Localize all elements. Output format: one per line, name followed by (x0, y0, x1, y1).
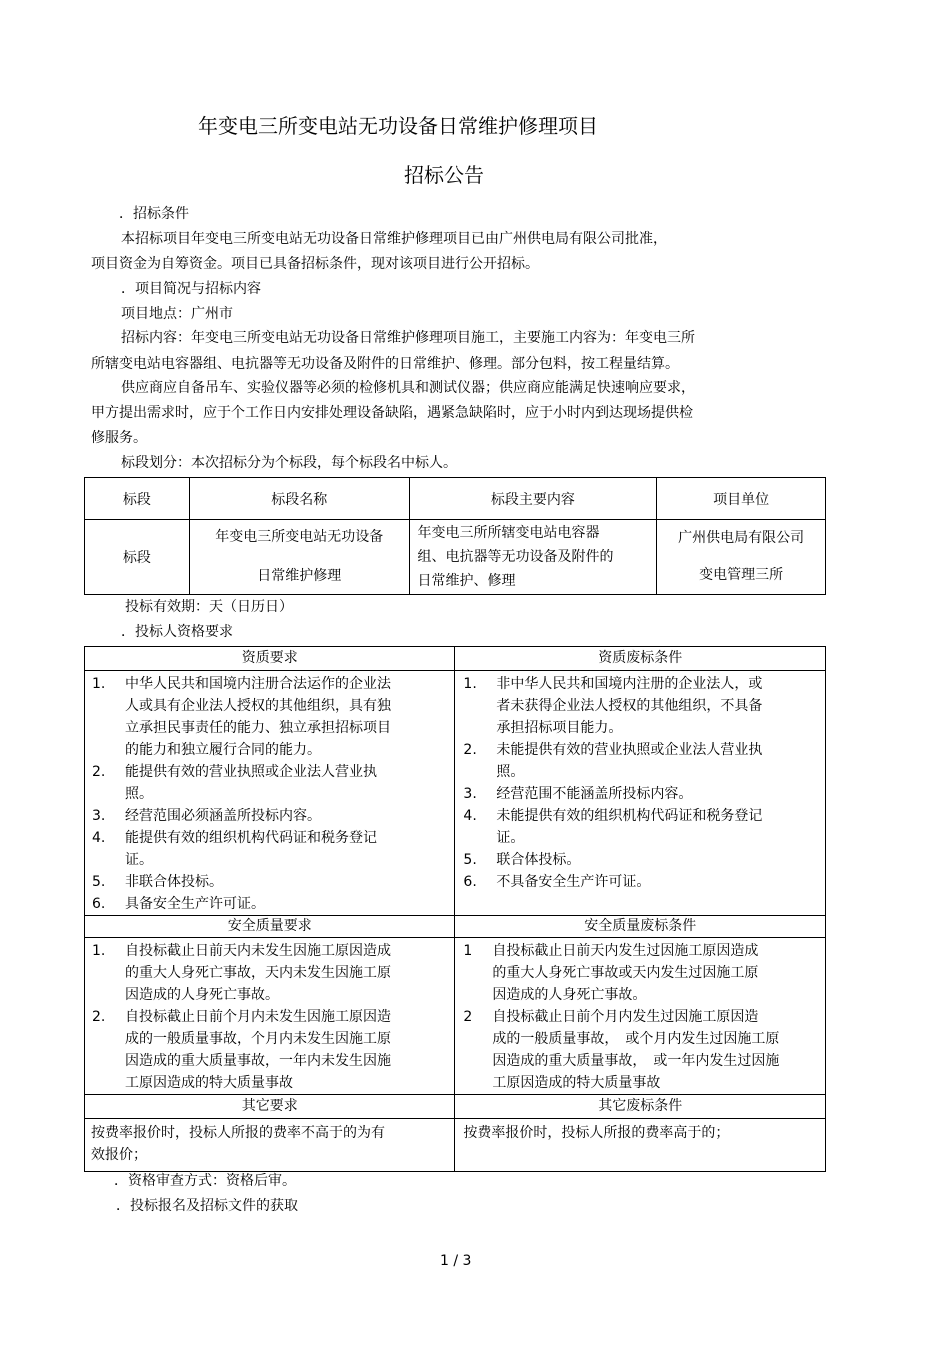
list-item-number: 5. (92, 874, 106, 890)
list-item-number: 5. (463, 852, 477, 868)
tender-content-line1: 招标内容：年变电三所变电站无功设备日常维护修理项目施工，主要施工内容为：年变电三所 (121, 330, 695, 346)
section-2-heading: ．项目简况与招标内容 (121, 281, 261, 297)
list-item-number: 6. (463, 874, 477, 890)
safety-header: 安全质量要求 (85, 916, 455, 938)
list-item-number: 1 (463, 943, 473, 959)
lot-unit-line1: 广州供电局有限公司 (678, 530, 805, 546)
list-item-number: 1. (92, 676, 106, 692)
list-item-text: 中华人民共和国境内注册合法运作的企业法 (125, 676, 391, 692)
s1-paragraph-line2: 项目资金为自筹资金。项目已具备招标条件，现对该项目进行公开招标。 (91, 256, 539, 272)
other-requirement (85, 1119, 455, 1172)
list-item-text: 自投标截止日前个月内发生过因施工原因造 (492, 1009, 759, 1025)
lot-cell-name (189, 520, 409, 595)
project-location: 项目地点：广州市 (121, 306, 233, 322)
list-item-text: 工原因造成的特大质量事故 (125, 1075, 293, 1091)
list-item-text: 工原因造成的特大质量事故 (492, 1075, 661, 1091)
list-item-text: 能提供有效的组织机构代码证和税务登记 (125, 830, 377, 846)
list-item-text: 因造成的重大质量事故，一年内未发生因施 (125, 1053, 391, 1069)
other-req-line1: 按费率报价时，投标人所报的费率不高于的为有 (91, 1125, 385, 1141)
lot-header-unit: 项目单位 (657, 478, 826, 520)
list-item-text: 非中华人民共和国境内注册的企业法人，或 (496, 676, 763, 692)
s1-paragraph-line1: 本招标项目年变电三所变电站无功设备日常维护修理项目已由广州供电局有限公司批准， (121, 231, 667, 247)
bid-validity: 投标有效期：天（日历日） (125, 599, 293, 615)
list-item (85, 893, 454, 915)
list-item-text: 的能力和独立履行合同的能力。 (125, 742, 321, 758)
list-item-text: 非联合体投标。 (125, 874, 223, 890)
list-item (85, 673, 454, 761)
list-item-text: 的重大人身死亡事故或天内发生过因施工原 (492, 965, 759, 981)
list-item (85, 761, 454, 805)
qual-items (85, 671, 455, 916)
lot-cell-lot: 标段 (85, 520, 190, 595)
other-reject-header: 其它废标条件 (455, 1095, 826, 1119)
lot-cell-unit (657, 520, 826, 595)
list-item-number: 3. (92, 808, 106, 824)
list-item-number: 3. (463, 786, 477, 802)
list-item (85, 871, 454, 893)
list-item (85, 940, 454, 1006)
supplier-line1: 供应商应自备吊车、实验仪器等必须的检修机具和测试仪器；供应商应能满足快速响应要求， (121, 380, 695, 396)
list-item-text: 证。 (125, 852, 153, 868)
list-item-text: 立承担民事责任的能力、独立承担招标项目 (125, 720, 391, 736)
list-item-text: 未能提供有效的组织机构代码证和税务登记 (496, 808, 763, 824)
list-item-text: 联合体投标。 (496, 852, 581, 868)
list-item (85, 805, 454, 827)
lot-content-line3: 日常维护、修理 (417, 573, 516, 589)
list-item-text: 具备安全生产许可证。 (125, 896, 265, 912)
list-item-number: 6. (92, 896, 106, 912)
list-item-text: 成的一般质量事故， 或个月内发生过因施工原 (492, 1031, 780, 1047)
list-item-number: 2. (92, 764, 106, 780)
list-item-text: 因造成的人身死亡事故。 (492, 987, 647, 1003)
list-item-text: 自投标截止日前个月内未发生因施工原因造 (125, 1009, 391, 1025)
safety-items (85, 938, 455, 1095)
list-item-text: 经营范围必须涵盖所投标内容。 (125, 808, 321, 824)
lot-name-line1: 年变电三所变电站无功设备 (215, 529, 384, 545)
lot-header-content: 标段主要内容 (409, 478, 657, 520)
lot-header-name: 标段名称 (189, 478, 409, 520)
list-item-text: 不具备安全生产许可证。 (496, 874, 651, 890)
supplier-line2: 甲方提出需求时，应于个工作日内安排处理设备缺陷，遇紧急缺陷时，应于小时内到达现场提供检 (91, 405, 693, 421)
list-item (455, 1006, 825, 1094)
other-reject-condition (455, 1119, 826, 1172)
page-number: 1 / 3 (440, 1253, 472, 1269)
list-item-number: 2. (92, 1009, 106, 1025)
doc-title-line2: 招标公告 (404, 163, 484, 187)
list-item-number: 2. (463, 742, 477, 758)
list-item-text: 成的一般质量事故，个月内未发生因施工原 (125, 1031, 391, 1047)
list-item-text: 因造成的人身死亡事故。 (125, 987, 279, 1003)
list-item-text: 经营范围不能涵盖所投标内容。 (496, 786, 693, 802)
list-item-text: 人或具有企业法人授权的其他组织，具有独 (125, 698, 391, 714)
list-item-text: 的重大人身死亡事故，天内未发生因施工原 (125, 965, 391, 981)
tender-content-line2: 所辖变电站电容器组、电抗器等无功设备及附件的日常维护、修理。部分包料，按工程量结算。 (91, 356, 679, 372)
lot-unit-line2: 变电管理三所 (699, 567, 784, 583)
other-reject-line1: 按费率报价时，投标人所报的费率高于的； (463, 1125, 730, 1141)
safety-reject-items (455, 938, 826, 1095)
section-3-heading: ．投标人资格要求 (121, 624, 233, 640)
lot-table (84, 477, 826, 595)
list-item-text: 者未获得企业法人授权的其他组织，不具备 (496, 698, 763, 714)
list-item (85, 827, 454, 871)
lot-content-line1: 年变电三所所辖变电站电容器 (417, 525, 600, 541)
list-item-number: 1. (92, 943, 106, 959)
section-1-heading: ．招标条件 (119, 206, 189, 222)
list-item (455, 940, 825, 1006)
qual-reject-header: 资质废标条件 (455, 647, 826, 671)
list-item-text: 能提供有效的营业执照或企业法人营业执 (125, 764, 377, 780)
lot-header-lot: 标段 (85, 478, 190, 520)
list-item (455, 673, 825, 739)
section-4-heading: ．投标报名及招标文件的获取 (116, 1198, 298, 1214)
list-item-number: 1. (463, 676, 477, 692)
list-item-text: 承担招标项目能力。 (496, 720, 623, 736)
supplier-line3: 修服务。 (91, 430, 147, 446)
qualification-review: ．资格审查方式：资格后审。 (114, 1173, 296, 1189)
list-item-text: 照。 (496, 764, 525, 780)
qual-reject-items (455, 671, 826, 916)
list-item-text: 未能提供有效的营业执照或企业法人营业执 (496, 742, 763, 758)
lot-name-line2: 日常维护修理 (257, 568, 342, 584)
list-item-number: 2 (463, 1009, 473, 1025)
list-item (455, 783, 825, 805)
list-item-text: 自投标截止日前天内发生过因施工原因造成 (492, 943, 759, 959)
list-item-number: 4. (463, 808, 477, 824)
lot-division: 标段划分：本次招标分为个标段，每个标段名中标人。 (121, 455, 457, 471)
list-item (455, 739, 825, 783)
qualification-table (84, 646, 826, 1172)
lot-cell-content (409, 520, 657, 595)
lot-content-line2: 组、电抗器等无功设备及附件的 (417, 549, 614, 565)
doc-title-line1: 年变电三所变电站无功设备日常维护修理项目 (198, 114, 598, 138)
list-item-number: 4. (92, 830, 106, 846)
safety-reject-header: 安全质量废标条件 (455, 916, 826, 938)
list-item-text: 自投标截止日前天内未发生因施工原因造成 (125, 943, 391, 959)
other-header: 其它要求 (85, 1095, 455, 1119)
list-item (455, 849, 825, 871)
list-item (85, 1006, 454, 1094)
list-item (455, 871, 825, 893)
qual-header: 资质要求 (85, 647, 455, 671)
list-item (455, 805, 825, 849)
list-item-text: 照。 (125, 786, 153, 802)
list-item-text: 证。 (496, 830, 525, 846)
other-req-line2: 效报价； (91, 1147, 147, 1163)
list-item-text: 因造成的重大质量事故， 或一年内发生过因施 (492, 1053, 780, 1069)
